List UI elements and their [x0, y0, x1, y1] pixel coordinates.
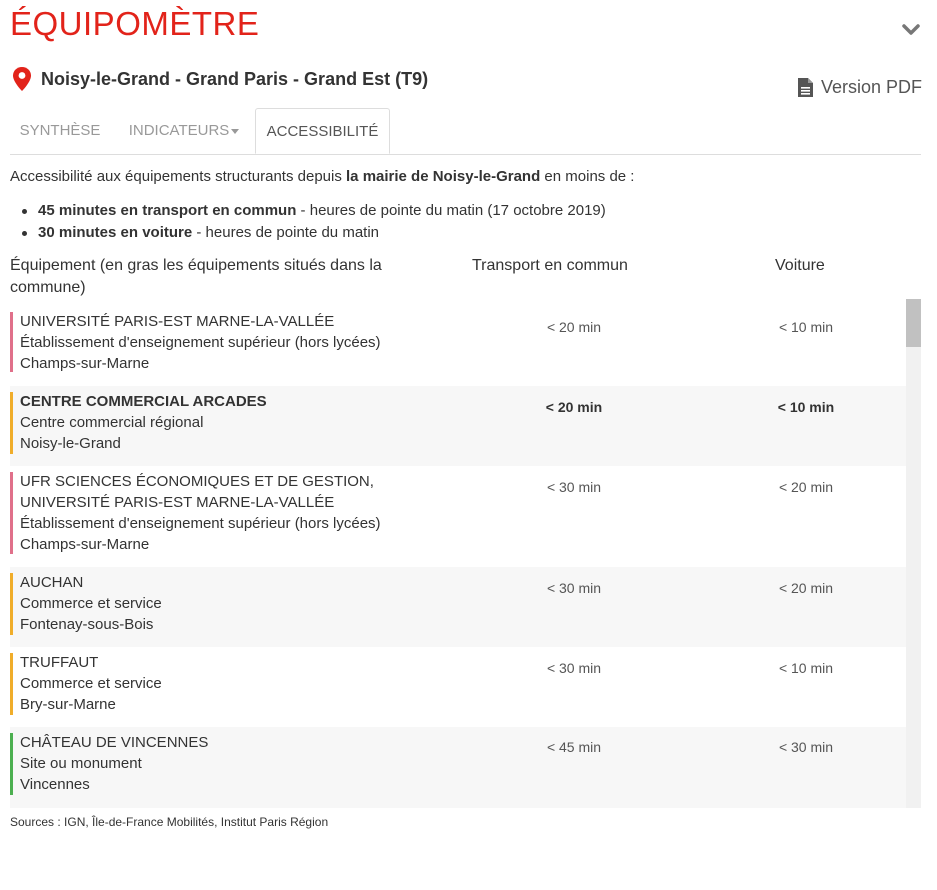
equipment-name: TRUFFAUT	[20, 654, 99, 671]
equipment-city: Vincennes	[20, 776, 90, 793]
intro-origin: la mairie de Noisy-le-Grand	[346, 168, 541, 185]
category-color-bar	[10, 312, 13, 372]
equipment-cell	[20, 311, 450, 374]
car-time: < 10 min	[777, 399, 835, 415]
column-header-equipement: Équipement (en gras les équipements situés dans la commune)	[10, 257, 382, 296]
table-scrollbar[interactable]	[906, 299, 921, 808]
criteria-rest: - heures de pointe du matin (17 octobre 2019)	[296, 202, 606, 219]
table-row	[10, 466, 906, 567]
document-icon	[797, 77, 814, 98]
map-pin-icon	[12, 66, 32, 92]
category-color-bar	[10, 733, 13, 795]
equipment-name: CENTRE COMMERCIAL ARCADES	[20, 393, 267, 410]
car-time: < 20 min	[778, 479, 834, 495]
equipment-name: AUCHAN	[20, 574, 84, 591]
column-header-voiture: Voiture	[775, 257, 825, 274]
equipment-type: Établissement d'enseignement supérieur (hors lycées)	[20, 334, 381, 351]
intro-text	[10, 168, 634, 185]
transport-time: < 45 min	[546, 739, 602, 755]
pdf-download-button[interactable]	[797, 77, 922, 98]
equipment-type: Centre commercial régional	[20, 414, 204, 431]
equipment-name: UFR SCIENCES ÉCONOMIQUES ET DE GESTION, UNIVERSITÉ PARIS-EST MARNE-LA-VALLÉE	[20, 473, 374, 511]
tab-label: SYNTHÈSE	[19, 122, 101, 139]
transport-time: < 30 min	[546, 660, 602, 676]
tab-synthese[interactable]	[10, 108, 110, 153]
equipment-city: Noisy-le-Grand	[20, 435, 121, 452]
transport-time: < 30 min	[546, 479, 602, 495]
list-item	[38, 222, 606, 244]
transport-time: < 20 min	[546, 319, 602, 335]
column-header-transport: Transport en commun	[472, 257, 628, 274]
equipment-type: Site ou monument	[20, 755, 142, 772]
tab-label: INDICATEURS	[128, 122, 230, 139]
equipment-type: Commerce et service	[20, 675, 162, 692]
intro-prefix: Accessibilité aux équipements structurants depuis	[10, 168, 347, 185]
page-title: ÉQUIPOMÈTRE	[10, 5, 260, 42]
car-time: < 30 min	[778, 739, 834, 755]
scrollbar-thumb[interactable]	[906, 299, 921, 347]
equipment-cell	[20, 471, 450, 555]
tab-accessibilite[interactable]	[255, 108, 390, 154]
location-label: Noisy-le-Grand - Grand Paris - Grand Est (T9)	[41, 68, 429, 89]
equipment-name: CHÂTEAU DE VINCENNES	[20, 734, 209, 751]
equipment-cell	[20, 572, 450, 635]
car-time: < 20 min	[778, 580, 834, 596]
criteria-list	[38, 200, 606, 244]
intro-suffix: en moins de :	[540, 168, 635, 185]
equipment-cell	[20, 652, 450, 715]
list-item	[38, 200, 606, 222]
category-color-bar	[10, 472, 13, 554]
table-row	[10, 386, 906, 466]
transport-time: < 20 min	[545, 399, 603, 415]
sources-footnote: Sources : IGN, Île-de-France Mobilités, Institut Paris Région	[10, 815, 329, 829]
equipment-city: Champs-sur-Marne	[20, 536, 150, 553]
criteria-rest: - heures de pointe du matin	[192, 224, 380, 241]
equipment-city: Fontenay-sous-Bois	[20, 616, 154, 633]
table-row	[10, 727, 906, 808]
category-color-bar	[10, 573, 13, 635]
equipment-cell	[20, 732, 450, 795]
category-color-bar	[10, 653, 13, 715]
equipment-cell	[20, 391, 450, 454]
table-row	[10, 306, 906, 386]
pdf-label: Version PDF	[821, 77, 923, 97]
equipment-city: Champs-sur-Marne	[20, 355, 150, 372]
car-time: < 10 min	[778, 660, 834, 676]
tab-indicateurs[interactable]	[122, 108, 246, 153]
car-time: < 10 min	[778, 319, 834, 335]
transport-time: < 30 min	[546, 580, 602, 596]
category-color-bar	[10, 392, 13, 454]
equipment-type: Commerce et service	[20, 595, 162, 612]
tab-bar	[10, 108, 921, 155]
criteria-bold: 45 minutes en transport en commun	[38, 202, 297, 219]
tab-label: ACCESSIBILITÉ	[266, 123, 379, 140]
table-row	[10, 647, 906, 727]
equipment-name: UNIVERSITÉ PARIS-EST MARNE-LA-VALLÉE	[20, 313, 335, 330]
table-row	[10, 567, 906, 647]
chevron-down-icon[interactable]	[901, 20, 921, 40]
equipment-table[interactable]	[10, 306, 906, 808]
caret-down-icon	[231, 129, 239, 134]
criteria-bold: 30 minutes en voiture	[38, 224, 193, 241]
equipment-city: Bry-sur-Marne	[20, 696, 116, 713]
equipment-type: Établissement d'enseignement supérieur (hors lycées)	[20, 515, 381, 532]
location-heading	[12, 66, 428, 92]
